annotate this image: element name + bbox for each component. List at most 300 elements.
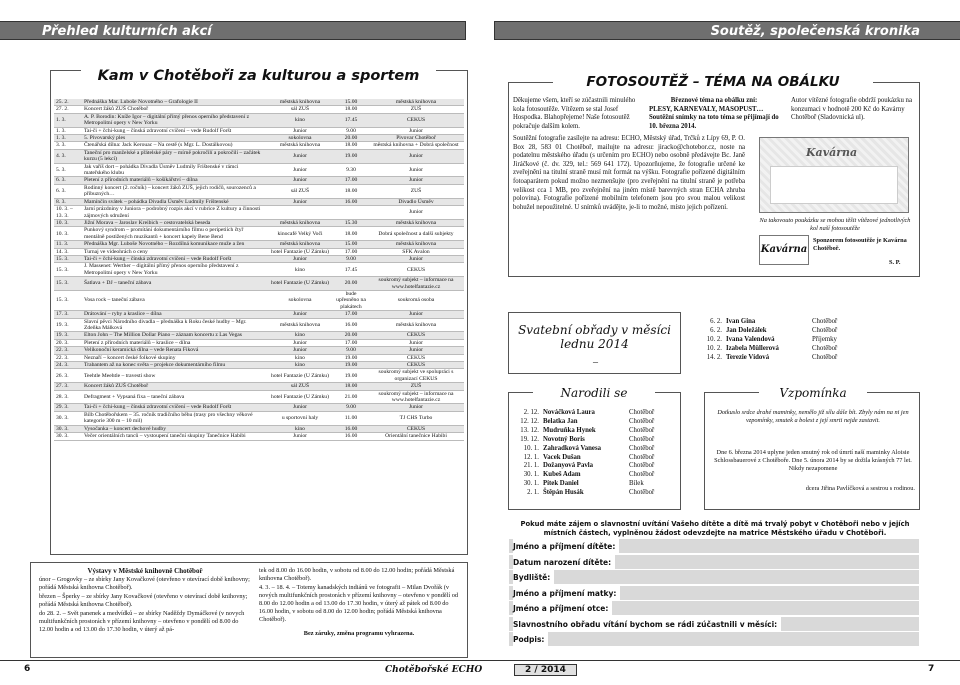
program-row: [54, 248, 464, 255]
program-time: 17.00: [334, 339, 368, 346]
form-field-row[interactable]: [509, 601, 919, 616]
program-date: 30. 3.: [54, 425, 82, 432]
program-time: 16.00: [334, 318, 368, 332]
program-time: 9.00: [334, 127, 368, 134]
name-row: [694, 336, 920, 345]
vystavy-item: únor – Grogovky – ze sbírky Jany Kovačkové (otevřeno v otevírací době knihovny; pořádá Městská knihovna Chotěboř).: [39, 576, 250, 591]
program-venue: hotel Fantazie (U Zámku): [266, 390, 334, 404]
narodili-panel: [508, 386, 681, 510]
program-organizer: Pivovar Chotěboř: [368, 135, 464, 142]
name-date: 6. 2.: [710, 318, 722, 325]
vzpominka-panel: [704, 386, 920, 510]
name-person: Vacek Dušan: [543, 453, 581, 461]
name-date: 6. 2.: [710, 326, 722, 334]
program-event: Pletení z přírodních materiálů – kraslice – dílna: [82, 339, 266, 346]
program-venue: sál ZUŠ: [266, 383, 334, 390]
vyroci-panel: [694, 318, 920, 374]
name-place: Chotěboř: [629, 417, 655, 425]
name-person: Novotný Boris: [543, 435, 585, 443]
program-row: [54, 184, 464, 198]
name-row: [511, 409, 679, 418]
program-date: 1. 3.: [54, 135, 82, 142]
program-organizer: CEKUS: [368, 113, 464, 127]
program-time: 15.00: [334, 99, 368, 106]
program-date: 30. 3.: [54, 433, 82, 440]
footer-right-page: 7: [928, 664, 935, 674]
program-title: Kam v Chotěboři za kulturou a sportem: [81, 65, 436, 87]
vystavy-item: do 28. 2. – Svět panenek a medvídků – ze sbírky Naděždy Dymáčkové (v novych multifunkčních prostorách v přízemí knihovny – otevřeno v pondělí od 8.00 do 12.00 hodin a od 13.00 do 17.30 hodin, v úterý až pá-: [39, 610, 245, 633]
program-row: [54, 255, 464, 262]
name-person: Štěpán Husák: [543, 489, 584, 497]
program-venue: kino: [266, 425, 334, 432]
foto-theme-box: [649, 97, 779, 131]
foto-thanks: Děkujeme všem, kteří se zúčastnili minulého kola fotosoutěže. Vítězem se stal Josef Hospodka. Blahopřejeme! Naše fotosoutěž pokračuje dalším kolem.: [513, 97, 636, 130]
program-time: 17.45: [334, 263, 368, 277]
program-row: [54, 362, 464, 369]
program-date: 25. 2.: [54, 99, 82, 106]
program-venue: Junior: [266, 433, 334, 440]
vystavy-panel: [30, 562, 468, 658]
name-person: Jan Doležálek: [726, 326, 767, 334]
program-row: [54, 135, 464, 142]
program-event: Bílb Chotěbořskem – 35. ročník tradičního běhu (trasy pro všechny věkové kategorie 300 m – 10 mil): [82, 411, 266, 425]
obrady-panel: [508, 312, 681, 374]
program-venue: kino: [266, 113, 334, 127]
name-row: [511, 480, 679, 489]
name-person: Ivana Valendová: [726, 335, 775, 343]
program-organizer: Dobrá společnost a další subjekty: [368, 227, 464, 241]
program-date: 19. 3.: [54, 332, 82, 339]
program-event: Vysočanka – koncert dechové hudby: [82, 425, 266, 432]
program-organizer: CEKUS: [368, 362, 464, 369]
program-time: 15.00: [334, 241, 368, 248]
program-time: 17.00: [334, 311, 368, 318]
name-row: [511, 445, 679, 454]
program-event: Turnaj ve videohrách o ceny: [82, 248, 266, 255]
form-field-label: Jméno a příjmení dítěte:: [513, 539, 619, 553]
program-row: [54, 277, 464, 291]
name-place: Příjemky: [812, 335, 837, 343]
program-event: Přednáška Mar. Luboše Novotného – Grafologie II: [82, 99, 266, 106]
program-venue: hotel Fantazie (U Zámku): [266, 277, 334, 291]
name-place: Chotěboř: [812, 353, 838, 361]
name-place: Chotěboř: [629, 471, 655, 479]
program-date: 1. 3.: [54, 113, 82, 127]
program-date: 10. 3.: [54, 227, 82, 241]
program-date: 6. 3.: [54, 184, 82, 198]
program-venue: městská knihovna: [266, 142, 334, 149]
name-person: Izabela Müllerová: [726, 344, 779, 352]
program-organizer: CEKUS: [368, 354, 464, 361]
form-field-row[interactable]: [509, 570, 919, 585]
program-time: 16.00: [334, 198, 368, 205]
program-organizer: městská knihovna: [368, 99, 464, 106]
program-time: 20.00: [334, 135, 368, 142]
name-date: 14. 2.: [706, 353, 722, 361]
vystavy-item: březen – Šperky – ze sbírky Jany Kovačkové (otevřeno v otevírací době knihovny; pořádá Městská knihovna Chotěboř).: [39, 593, 248, 608]
footer-rule: [0, 660, 960, 661]
program-event: Jižní Morava – Jaroslav Kreibich – cestovatelská beseda: [82, 219, 266, 226]
name-date: 2. 12.: [523, 409, 539, 416]
program-time: bude upřesněno na plakátech: [334, 290, 368, 310]
name-row: [511, 427, 679, 436]
program-venue: sál ZUŠ: [266, 184, 334, 198]
program-row: [54, 290, 464, 310]
program-venue: Junior: [266, 177, 334, 184]
program-venue: sokolovna: [266, 135, 334, 142]
program-venue: městská knihovna: [266, 99, 334, 106]
program-time: 20.00: [334, 332, 368, 339]
program-event: Tai-či + čchi-kung – čínská zdravotní cvičení – vede Rudolf Foršt: [82, 404, 266, 411]
form-field-label: Slavnostního obřadu vítání bychom se rádi zúčastnili v měsíci:: [513, 617, 781, 631]
program-row: [54, 339, 464, 346]
program-event: Jak vaříš dort – pohádka Divadla Úsměv Ludmily Frištenské v rámci mateřského klubu: [82, 163, 266, 177]
form-field-label: Bydliště:: [513, 570, 554, 584]
name-person: Pítek Daniel: [543, 480, 579, 488]
name-date: 13. 12.: [520, 426, 539, 434]
program-date: 27. 2.: [54, 106, 82, 113]
program-organizer: městská knihovna: [368, 241, 464, 248]
program-organizer: Junior: [368, 339, 464, 346]
program-venue: kinocafé Velký Voči: [266, 227, 334, 241]
program-time: 19.00: [334, 149, 368, 163]
section-band-right: Soutěž, společenská kronika: [494, 21, 960, 40]
program-row: [54, 227, 464, 241]
program-organizer: Orientální tanečnice Habibi: [368, 433, 464, 440]
program-time: 9.30: [334, 163, 368, 177]
name-person: Nováčková Laura: [543, 409, 595, 416]
program-event: Teehtle Meehtle – travesti show: [82, 369, 266, 383]
program-date: 19. 3.: [54, 318, 82, 332]
program-organizer: Junior: [368, 404, 464, 411]
name-place: Chotěboř: [629, 462, 655, 470]
program-row: [54, 404, 464, 411]
obrady-dash: –: [593, 357, 598, 368]
vyroci-table: [694, 318, 920, 363]
program-venue: sokolovna: [266, 290, 334, 310]
form-field-label: Podpis:: [513, 632, 548, 646]
program-row: [54, 383, 464, 390]
vystavy-col-right: [259, 567, 459, 638]
form-field-label: Jméno a příjmení matky:: [513, 586, 620, 600]
cafe-note: Na takovouto poukázku se mohou těšit vítězové jednotlivých kol naší fotosoutěže: [759, 217, 911, 232]
program-event: A. P. Borodin: Kníže Igor – digitální přímý přenos operního představení z Metropolitní opery v New Yorku: [82, 113, 266, 127]
program-time: 18.00: [334, 106, 368, 113]
program-date: 3. 3.: [54, 142, 82, 149]
program-venue: Junior: [266, 198, 334, 205]
program-time: 9.00: [334, 347, 368, 354]
foto-theme: PLESY, KARNEVALY, MASOPUST…: [649, 105, 764, 113]
program-date: 11. 3.: [54, 241, 82, 248]
program-time: 20.00: [334, 277, 368, 291]
program-event: Tai-či + čchi-kung – čínská zdravotní cvičení – vede Rudolf Foršt: [82, 255, 266, 262]
program-row: [54, 263, 464, 277]
program-venue: hotel Fantazie (U Zámku): [266, 248, 334, 255]
name-place: Chotěboř: [812, 344, 838, 352]
program-table-wrap: [54, 99, 464, 441]
program-organizer: Divadlo Úsměv: [368, 198, 464, 205]
program-date: 26. 3.: [54, 369, 82, 383]
program-row: [54, 206, 464, 220]
form-field-row[interactable]: [509, 617, 919, 632]
program-venue: [266, 206, 334, 220]
narodili-table: [511, 409, 679, 498]
form-field-row[interactable]: [509, 555, 919, 570]
name-place: Chotěboř: [629, 444, 655, 452]
program-row: [54, 106, 464, 113]
program-row: [54, 425, 464, 432]
program-row: [54, 149, 464, 163]
program-organizer: Junior: [368, 127, 464, 134]
program-venue: Junior: [266, 163, 334, 177]
name-row: [511, 436, 679, 445]
vystavy-col2: tek od 8.00 do 16.00 hodin, v sobotu od 8.00 do 12.00 hodin; pořádá Městská knihovna Chotěboř).: [259, 567, 455, 582]
program-date: 15. 3.: [54, 277, 82, 291]
program-date: 29. 3.: [54, 404, 82, 411]
name-person: Terezie Vídová: [726, 353, 770, 361]
program-date: 6. 3.: [54, 177, 82, 184]
program-date: 27. 3.: [54, 383, 82, 390]
program-date: 8. 3.: [54, 198, 82, 205]
program-row: [54, 127, 464, 134]
program-organizer: soukromý subjekt – informace na www.hotelfantazie.cz: [368, 277, 464, 291]
program-time: 21.00: [334, 390, 368, 404]
program-time: 16.00: [334, 433, 368, 440]
program-row: [54, 177, 464, 184]
program-organizer: SFK Avalon: [368, 248, 464, 255]
program-organizer: TJ CHS Turbo: [368, 411, 464, 425]
footer-left-page: 6: [24, 664, 31, 674]
program-event: 5. Pivovarský ples: [82, 135, 266, 142]
program-event: Elton John – The Million Dollar Piano – záznam koncertu z Las Vegas: [82, 332, 266, 339]
program-event: Punkový syndrom – promítání dokumentárního filmu o peripetiích čtyř mentálně postižených muzikantů + koncert kapely Bene Bend: [82, 227, 266, 241]
name-person: Zahradková Vanesa: [543, 444, 601, 452]
program-organizer: Junior: [368, 311, 464, 318]
program-time: 17.00: [334, 177, 368, 184]
name-person: Belatka Jan: [543, 417, 578, 425]
program-date: 22. 3.: [54, 347, 82, 354]
name-row: [511, 418, 679, 427]
program-venue: hotel Fantazie (U Zámku): [266, 369, 334, 383]
program-venue: Junior: [266, 149, 334, 163]
program-time: 19.00: [334, 362, 368, 369]
name-date: 30. 1.: [523, 471, 539, 479]
section-band-left: Přehled kulturních akcí: [0, 21, 466, 40]
program-row: [54, 433, 464, 440]
program-row: [54, 163, 464, 177]
program-row: [54, 318, 464, 332]
program-time: 17.45: [334, 113, 368, 127]
name-date: 21. 1.: [523, 462, 539, 470]
program-row: [54, 390, 464, 404]
program-venue: kino: [266, 263, 334, 277]
name-date: 19. 12.: [520, 435, 539, 443]
foto-sponsor: Sponzorem fotosoutěže je Kavárna Chotěboř.: [813, 237, 907, 252]
program-event: Pletení z přírodních materiálů – košíkářství – dílna: [82, 177, 266, 184]
program-event: Tai-či + čchi-kung – čínská zdravotní cvičení – vede Rudolf Foršt: [82, 127, 266, 134]
program-venue: kino: [266, 354, 334, 361]
program-event: Přednáška Mgr. Luboše Novotného – Rozdílná komunikace muže a žen: [82, 241, 266, 248]
form-field-label: Datum narození dítěte:: [513, 555, 615, 569]
vzpominka-sign: dcera Jiřina Pavlíčková a sestrou s rodinou.: [805, 485, 915, 492]
program-venue: Junior: [266, 311, 334, 318]
program-row: [54, 369, 464, 383]
program-event: Taneční pro manželské a přátelské páry – mírně pokročilí a pokročilí – začátek kurzu (5 lekcí): [82, 149, 266, 163]
program-time: 18.00: [334, 227, 368, 241]
name-person: Ivan Gina: [726, 318, 756, 325]
program-event: Vosa rock – taneční zábava: [82, 290, 266, 310]
name-date: 10. 2.: [706, 335, 722, 343]
name-row: [694, 354, 920, 363]
program-row: [54, 332, 464, 339]
program-organizer: soukromý subjekt – informace na www.hotelfantazie.cz: [368, 390, 464, 404]
vystavy-items: [39, 576, 251, 634]
program-organizer: Junior: [368, 255, 464, 262]
program-table: [54, 99, 464, 441]
program-time: 9.00: [334, 255, 368, 262]
vzpominka-text: Dne 6. března 2014 uplyne jeden smutný rok od úmrtí naší maminky Aloisie Schlossbauerové z Chotěboře. Dne 5. února 2014 by se dožila krásných 77 let. Nikdy nezapomene: [714, 449, 912, 472]
obrady-title: Svatební obřady v měsíci lednu 2014: [518, 323, 671, 351]
program-event: J. Massenet: Werther – digitální přímý přenos operního představení z Metropolitní opery v New Yorku: [82, 263, 266, 277]
program-venue: Junior: [266, 255, 334, 262]
program-date: 24. 3.: [54, 362, 82, 369]
name-person: Mudruňka Hynek: [543, 426, 596, 434]
program-venue: Junior: [266, 404, 334, 411]
program-time: 17.00: [334, 248, 368, 255]
program-time: 16.00: [334, 425, 368, 432]
program-date: 15. 3.: [54, 255, 82, 262]
program-row: [54, 142, 464, 149]
cafe-voucher-image: [759, 137, 909, 213]
program-event: Mamínčin svátek – pohádka Divadla Úsměv Ludmily Frištenské: [82, 198, 266, 205]
name-place: Chotěboř: [812, 326, 838, 334]
program-organizer: Junior: [368, 163, 464, 177]
program-date: 28. 3.: [54, 390, 82, 404]
program-time: 18.00: [334, 383, 368, 390]
program-event: Velikonoční keramická dílna – vede Renata Fiková: [82, 347, 266, 354]
cafe-voucher-logo: Kavárna: [806, 146, 858, 159]
foto-sign: S. P.: [889, 259, 901, 266]
program-organizer: CEKUS: [368, 263, 464, 277]
name-row: [511, 471, 679, 480]
program-venue: městská knihovna: [266, 318, 334, 332]
program-date: 20. 3.: [54, 339, 82, 346]
program-organizer: městská knihovna + Dobrá společnost: [368, 142, 464, 149]
footer-issue: 2 / 2014: [514, 664, 577, 676]
name-place: Bílek: [629, 480, 644, 488]
vystavy-col2b: 4. 3. – 18. 4. – Totemy kanadských indiánů ve fotografii – Milan Dvořák (v nových multifunkčních prostorách v přízemí knihovny – otevřeno v pondělí od 8.00 do 12.00 hodin a od 13.00 do 17.30 hodin, v úterý až pátek od 8.00 do 16.00 hodin, v sobotu od 8.00 do 12.00 hodin; pořádá Městská knihovna Chotěboř).: [259, 584, 459, 623]
foto-body: Soutěžní fotografie zasílejte na adresu: ECHO, Městský úřad, Trčků z Lípy 69, P. O. Box 28, 583 01 Chotěboř, mailujte na adresu: jiracko@chotebor.cz, noste na podatelnu městského úřadu (s určením pro ECHO) nebo osobně předávejte Bc. Janě Jiráčkové (č. dv. 329, tel.: 569 641 172). Upozorňujeme, že fotografie určené ke zveřejnění na titulní straně musí mít formát na výšku. Fotografie pořízené digitálním fotoaparátem pokud možno nezmenšujte (pro zveřejnění na titulní straně je potřeba velikost cca 1 MB, pro zveřejnění na jiném místě barevných stran ECHA zhruba polovina). Fotografie pořízené mobilním telefonem jsou pro svou malou velikost bohužel nepoužitelné. U snímků uvádějte, je-li to možné, místo jejich pořízení.: [513, 135, 745, 211]
program-venue: u sportovní haly: [266, 411, 334, 425]
program-row: [54, 347, 464, 354]
program-row: [54, 241, 464, 248]
name-date: 30. 1.: [523, 480, 539, 488]
program-venue: kino: [266, 362, 334, 369]
name-row: [511, 462, 679, 471]
program-date: 17. 3.: [54, 311, 82, 318]
program-event: Koncert žáků ZUŠ Chotěboř: [82, 383, 266, 390]
program-time: 18.00: [334, 142, 368, 149]
program-organizer: ZUŠ: [368, 383, 464, 390]
program-venue: Junior: [266, 347, 334, 354]
program-row: [54, 99, 464, 106]
name-place: Chotěboř: [629, 453, 655, 461]
name-place: Chotěboř: [629, 435, 655, 443]
form-field-row[interactable]: [509, 632, 919, 647]
program-organizer: CEKUS: [368, 332, 464, 339]
name-date: 2. 1.: [527, 489, 539, 497]
name-place: Chotěboř: [629, 426, 655, 434]
program-event: Defragment + Vypsaná fixa – taneční zábava: [82, 390, 266, 404]
name-row: [511, 489, 679, 498]
program-venue: sál ZUŠ: [266, 106, 334, 113]
program-organizer: soukromá osoba: [368, 290, 464, 310]
name-place: Chotěboř: [629, 489, 655, 497]
program-event: Večer orientálních tanců – vystoupení taneční skupiny Tanečnice Habibi: [82, 433, 266, 440]
program-venue: Junior: [266, 127, 334, 134]
footer-paper: Chotěbořské ECHO: [385, 665, 483, 675]
program-time: 11.00: [334, 411, 368, 425]
program-date: 1. 3.: [54, 127, 82, 134]
program-date: 22. 3.: [54, 354, 82, 361]
program-date: 30. 3.: [54, 411, 82, 425]
program-venue: Junior: [266, 339, 334, 346]
name-row: [694, 318, 920, 327]
name-row: [694, 345, 920, 354]
program-date: 4. 3.: [54, 149, 82, 163]
cafe-logo: Kavárna: [759, 235, 809, 265]
form-field-row[interactable]: [509, 586, 919, 601]
program-time: 19.00: [334, 369, 368, 383]
foto-theme-note: Soutěžní snímky na toto téma se přijímají do 10. března 2014.: [649, 114, 779, 130]
foto-title: FOTOSOUTĚŽ – TÉMA NA OBÁLKU: [553, 71, 873, 93]
name-place: Chotěboř: [629, 409, 655, 416]
foto-author: Autor vítězné fotografie obdrží poukázku na konzumaci v hodnotě 200 Kč do Kavárny Chotěboř (Sladovnická ul).: [791, 97, 912, 122]
program-event: Slavní pěvci Národního divadla – přednáška k Roku české hudby – Mgr. Zdeňka Málková: [82, 318, 266, 332]
program-time: 19.00: [334, 354, 368, 361]
program-time: 9.00: [334, 404, 368, 411]
vystavy-title: Výstavy v Městské knihovně Chotěboř: [87, 567, 203, 575]
name-date: 12. 1.: [523, 453, 539, 461]
program-organizer: soukromý subjekt ve spolupráci s organizací CEKUS: [368, 369, 464, 383]
program-event: Trabantem až na konec světa – projekce dokumentárního filmu: [82, 362, 266, 369]
name-date: 10. 1.: [523, 444, 539, 452]
name-person: Kubeš Adam: [543, 471, 581, 479]
program-event: Čtenářská dílna: Jack Kerouac – Na cestě (s Mgr. L. Dostálkovou): [82, 142, 266, 149]
program-time: [334, 206, 368, 220]
program-event: Jarní prázdniny v Juniora – podrobný rozpis akcí v rubrice Z kultury a činnosti zájmových sdružení: [82, 206, 266, 220]
program-venue: kino: [266, 332, 334, 339]
program-venue: městská knihovna: [266, 219, 334, 226]
program-organizer: Junior: [368, 177, 464, 184]
form-field-label: Jméno a příjmení otce:: [513, 601, 612, 615]
program-date: 15. 3.: [54, 290, 82, 310]
program-event: Drátování – ryby a kraslice – dílna: [82, 311, 266, 318]
program-time: 15.30: [334, 219, 368, 226]
name-row: [694, 327, 920, 336]
program-event: Koncert žáků ZUŠ Chotěboř: [82, 106, 266, 113]
program-organizer: Junior: [368, 149, 464, 163]
program-organizer: městská knihovna: [368, 219, 464, 226]
vystavy-col-left: [39, 567, 251, 634]
program-row: [54, 411, 464, 425]
form-field-row[interactable]: [509, 539, 919, 554]
program-date: 14. 3.: [54, 248, 82, 255]
program-row: [54, 311, 464, 318]
program-panel: [50, 70, 468, 555]
program-organizer: ZUŠ: [368, 184, 464, 198]
program-date: 5. 3.: [54, 163, 82, 177]
